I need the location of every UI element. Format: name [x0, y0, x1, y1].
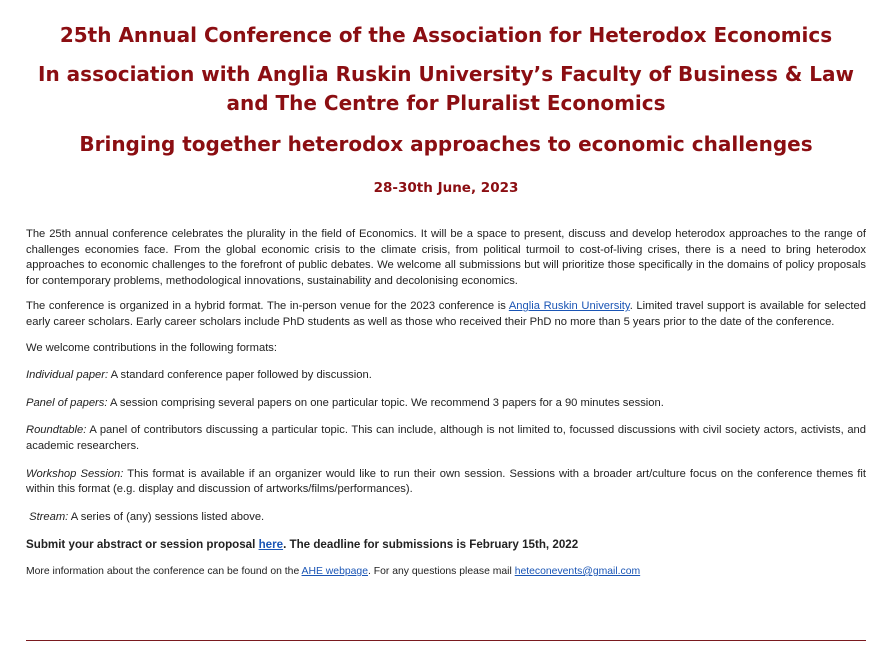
format-text-end: . Limited travel support is available for selected early career scholars. Early career scholars include PhD students as well as those who received their PhD no more than 5 years prior to the date of the conference.: [26, 300, 866, 328]
format-description: A panel of contributors discussing a particular topic. This can include, although is not limited to, focussed discussions with civil society actors, activists, and academic researchers.: [26, 424, 866, 452]
format-label: Individual paper:: [26, 369, 109, 382]
format-description: A series of (any) sessions listed above.: [68, 510, 265, 523]
ahe-webpage-link[interactable]: AHE webpage: [301, 565, 368, 577]
contact-text: . For any questions please mail: [367, 565, 515, 577]
format-label: Workshop Session:: [26, 467, 124, 480]
format-panel-of-papers: [26, 396, 866, 412]
welcome-paragraph: We welcome contributions in the following formats:: [26, 341, 278, 354]
format-label: Roundtable:: [26, 424, 87, 437]
intro-paragraph: The 25th annual conference celebrates the plurality in the field of Economics. It will be a space to present, discuss and develop heterodox approaches to the range of challenges economies face. From the global economic crisis to the climate crisis, from political turmoil to cost-of-living crises, there is a need to bring heterodox approaches to economic challenges to the forefront of public debates. We welcome all submissions but will prioritize those specifically in the domains of policy proposals for contemporary problems, methodological innovations, sustainability and decolonising economics.: [26, 228, 866, 287]
venue-link[interactable]: Anglia Ruskin University: [508, 300, 630, 313]
page-title: 25th Annual Conference of the Association for Heterodox Economics: [59, 23, 833, 47]
format-workshop-session: [26, 467, 866, 498]
format-roundtable: [26, 423, 866, 454]
format-text-start: The conference is organized in a hybrid format. The in-person venue for the 2023 conference is: [26, 300, 509, 313]
submission-paragraph: [26, 537, 866, 553]
conference-description: [26, 227, 866, 579]
format-label: Panel of papers:: [26, 396, 108, 409]
format-stream: [26, 510, 866, 526]
tagline-heading: Bringing together heterodox approaches to economic challenges: [79, 132, 813, 156]
submit-deadline: . The deadline for submissions is February 15th, 2022: [283, 538, 579, 552]
format-description: A standard conference paper followed by discussion.: [108, 369, 372, 382]
association-heading: In association with Anglia Ruskin University’s Faculty of Business & Law and The Centre for Pluralist Economics: [38, 62, 854, 115]
conference-dates: 28-30th June, 2023: [373, 180, 519, 196]
format-description: This format is available if an organizer would like to run their own session. Sessions with a broader art/culture focus on the conference themes fit within this format (e.g. display and discussion of artworks/films/performances).: [26, 467, 866, 496]
more-info-paragraph: [26, 565, 866, 579]
email-link[interactable]: heteconevents@gmail.com: [514, 565, 641, 577]
format-paragraph: [26, 299, 866, 330]
format-description: A session comprising several papers on one particular topic. We recommend 3 papers for a 90 minutes session.: [107, 396, 664, 409]
submit-text-start: Submit your abstract or session proposal: [26, 538, 259, 552]
footer-divider: [26, 640, 866, 641]
more-info-text: More information about the conference can be found on the: [26, 565, 302, 577]
submission-link[interactable]: here: [258, 538, 284, 552]
format-label: Stream:: [29, 510, 69, 523]
format-individual-paper: [26, 368, 866, 384]
